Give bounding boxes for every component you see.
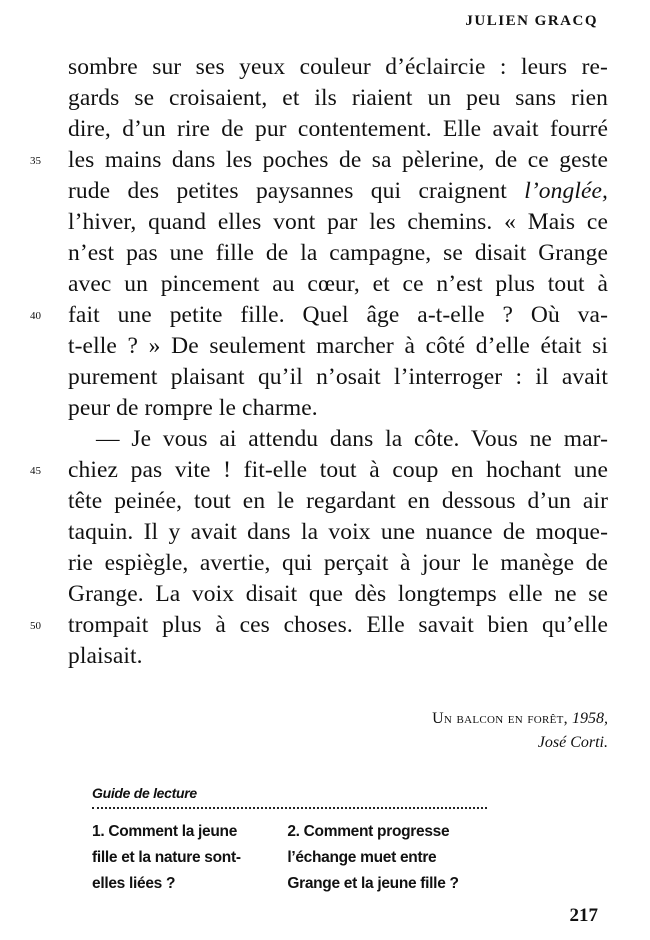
line-number: 40 (30, 310, 41, 322)
text-line: Grange. La voix disait que dès longtemps elle ne se (68, 581, 608, 607)
text-line: avec un pincement au cœur, et ce n’est plus tout à (68, 271, 608, 297)
line-number: 50 (30, 620, 41, 632)
citation-work: Un balcon en forêt, (432, 710, 568, 727)
text-line: fait une petite fille. Quel âge a-t-elle ? Où va- (68, 302, 608, 328)
citation-publisher: José Corti. (537, 734, 608, 751)
text-line: rude des petites paysannes qui craignent l’onglée, (68, 178, 608, 204)
text-line: gards se croisaient, et ils riaient un peu sans rien (68, 85, 608, 111)
text-line: peur de rompre le charme. (68, 395, 318, 421)
text-line: l’hiver, quand elles vont par les chemins. « Mais ce (68, 209, 608, 235)
question-line: 1. Comment la jeune (92, 823, 238, 840)
passage (68, 52, 608, 672)
guide-questions (92, 819, 487, 897)
question-line: fille et la nature sont- (92, 849, 241, 866)
text-line: trompait plus à ces choses. Elle savait bien qu’elle (68, 612, 608, 638)
running-header: JULIEN GRACQ (465, 13, 598, 29)
question-line: elles liées ? (92, 875, 176, 892)
text-line: t-elle ? » De seulement marcher à côté d’elle était si (68, 333, 608, 359)
guide-question-2 (287, 819, 487, 897)
text-line: purement plaisant qu’il n’osait l’interroger : il avait (68, 364, 608, 390)
text-line: les mains dans les poches de sa pèlerine, de ce geste (68, 147, 608, 173)
text-line: taquin. Il y avait dans la voix une nuance de moque- (68, 519, 608, 545)
guide-question-1 (92, 819, 287, 897)
page-number: 217 (569, 905, 598, 926)
question-line: l’échange muet entre (287, 849, 437, 866)
line-number: 45 (30, 465, 41, 477)
citation (432, 707, 608, 755)
citation-year: 1958, (572, 710, 608, 727)
text-line: plaisait. (68, 643, 143, 669)
text-line: sombre sur ses yeux couleur d’éclaircie : leurs re- (68, 54, 608, 80)
guide-title: Guide de lecture (92, 785, 487, 809)
line-number: 35 (30, 155, 41, 167)
text-line: dire, d’un rire de pur contentement. Elle avait fourré (68, 116, 608, 142)
italic-word: l’onglée, (524, 178, 608, 204)
reading-guide (92, 785, 487, 897)
text-line: tête peinée, tout en le regardant en dessous d’un air (68, 488, 608, 514)
question-line: Grange et la jeune fille ? (287, 875, 459, 892)
text-line: — Je vous ai attendu dans la côte. Vous ne mar- (96, 426, 608, 452)
text-line: n’est pas une fille de la campagne, se disait Grange (68, 240, 608, 266)
question-line: 2. Comment progresse (287, 823, 450, 840)
text-line: rie espiègle, avertie, qui perçait à jour le manège de (68, 550, 608, 576)
text-line: chiez pas vite ! fit-elle tout à coup en hochant une (68, 457, 608, 483)
